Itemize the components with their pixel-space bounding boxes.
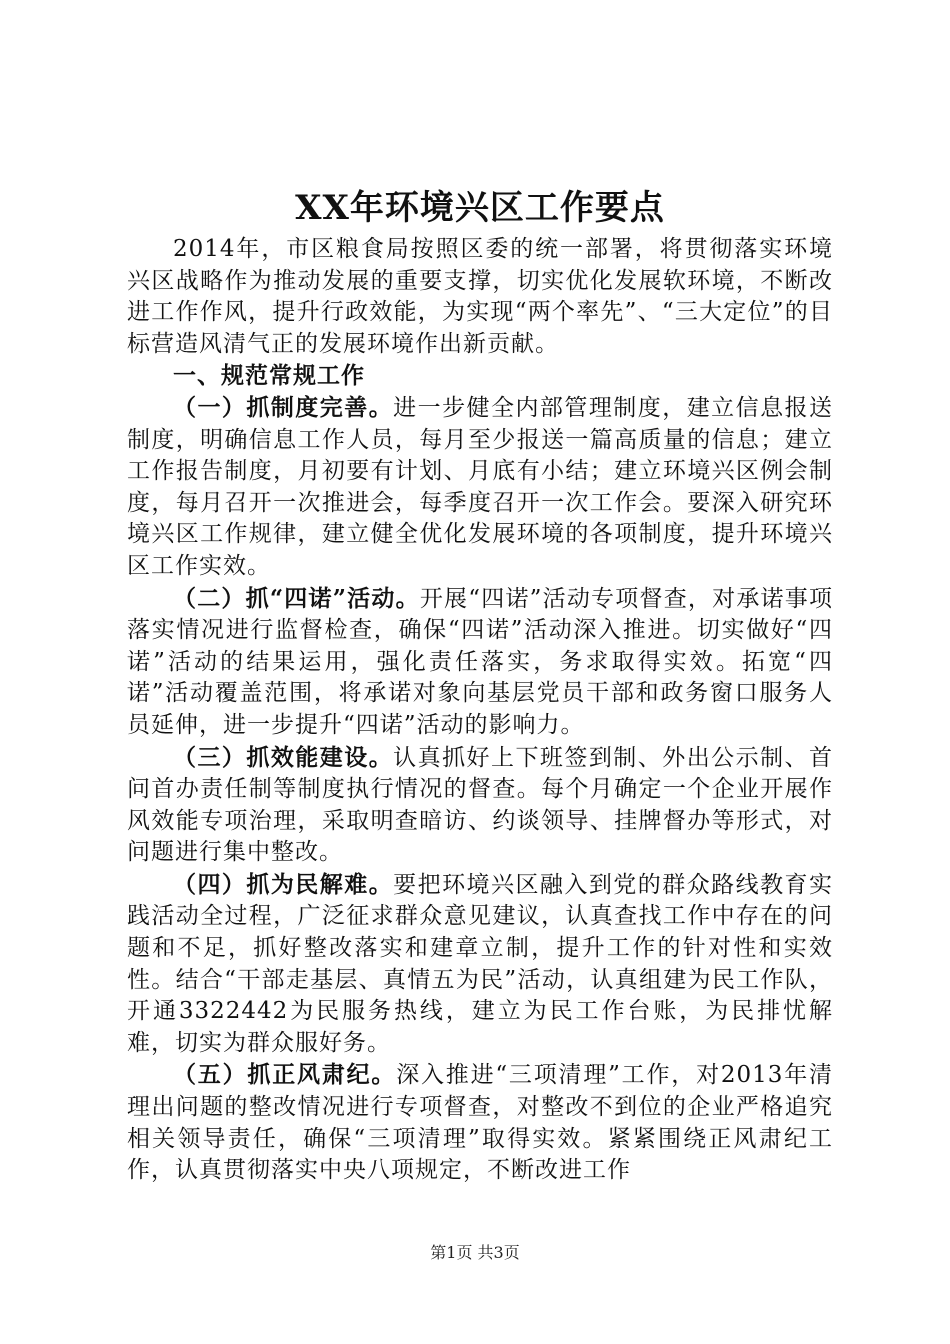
item-lead: （二）抓“四诺”活动。 — [173, 584, 420, 612]
intro-paragraph: 2014年，市区粮食局按照区委的统一部署，将贯彻落实环境兴区战略作为推动发展的重要支撑，切实优化发展软环境，不断改进工作作风，提升行政效能，为实现“两个率先”、“三大定位”的目标营造风清气正的发展环境作出新贡献。 — [127, 236, 833, 357]
item-body: 要把环境兴区融入到党的群众路线教育实践活动全过程，广泛征求群众意见建议，认真查找工作中存在的问题和不足，抓好整改落实和建章立制，提升工作的针对性和实效性。结合“干部走基层、真情五为民”活动，认真组建为民工作队，开通3322442为民服务热线，建立为民工作台账，为民排忧解难，切实为群众服好务。 — [127, 871, 834, 1056]
section-heading: 一、规范常规工作 — [173, 362, 365, 390]
page-title: XX年环境兴区工作要点 — [295, 188, 665, 228]
document-body — [127, 186, 833, 1187]
item-lead: （一）抓制度完善。 — [173, 393, 394, 421]
item-body: 开展“四诺”活动专项督查，对承诺事项落实情况进行监督检查，确保“四诺”活动深入推进。切实做好“四诺”活动的结果运用，强化责任落实，务求取得实效。拓宽“四诺”活动覆盖范围，将承诺对象向基层党员干部和政务窗口服务人员延伸，进一步提升“四诺”活动的影响力。 — [127, 585, 833, 738]
item-paragraph-1 — [127, 392, 833, 583]
item-body: 认真抓好上下班签到制、外出公示制、首问首办责任制等制度执行情况的督查。每个月确定一个企业开展作风效能专项治理，采取明查暗访、约谈领导、挂牌督办等形式，对问题进行集中整改。 — [127, 744, 834, 866]
item-lead: （三）抓效能建设。 — [173, 743, 394, 771]
item-body: 深入推进“三项清理”工作，对2013年清理出问题的整改情况进行专项督查，对整改不到位的企业严格追究相关领导责任，确保“三项清理”取得实效。紧紧围绕正风肃纪工作，认真贯彻落实中央八项规定，不断改进工作 — [127, 1062, 833, 1184]
item-body: 进一步健全内部管理制度，建立信息报送制度，明确信息工作人员，每月至少报送一篇高质量的信息；建立工作报告制度，月初要有计划、月底有小结；建立环境兴区例会制度，每月召开一次推进会，每季度召开一次工作会。要深入研究环境兴区工作规律，建立健全优化发展环境的各项制度，提升环境兴区工作实效。 — [127, 394, 834, 579]
item-paragraph-4 — [127, 869, 833, 1060]
item-paragraph-5 — [127, 1059, 833, 1186]
page-number-footer: 第1页 共3页 — [430, 1243, 520, 1262]
item-lead: （五）抓正风肃纪。 — [173, 1061, 397, 1089]
item-paragraph-3 — [127, 742, 833, 869]
item-paragraph-2 — [127, 583, 833, 742]
item-lead: （四）抓为民解难。 — [173, 870, 394, 898]
